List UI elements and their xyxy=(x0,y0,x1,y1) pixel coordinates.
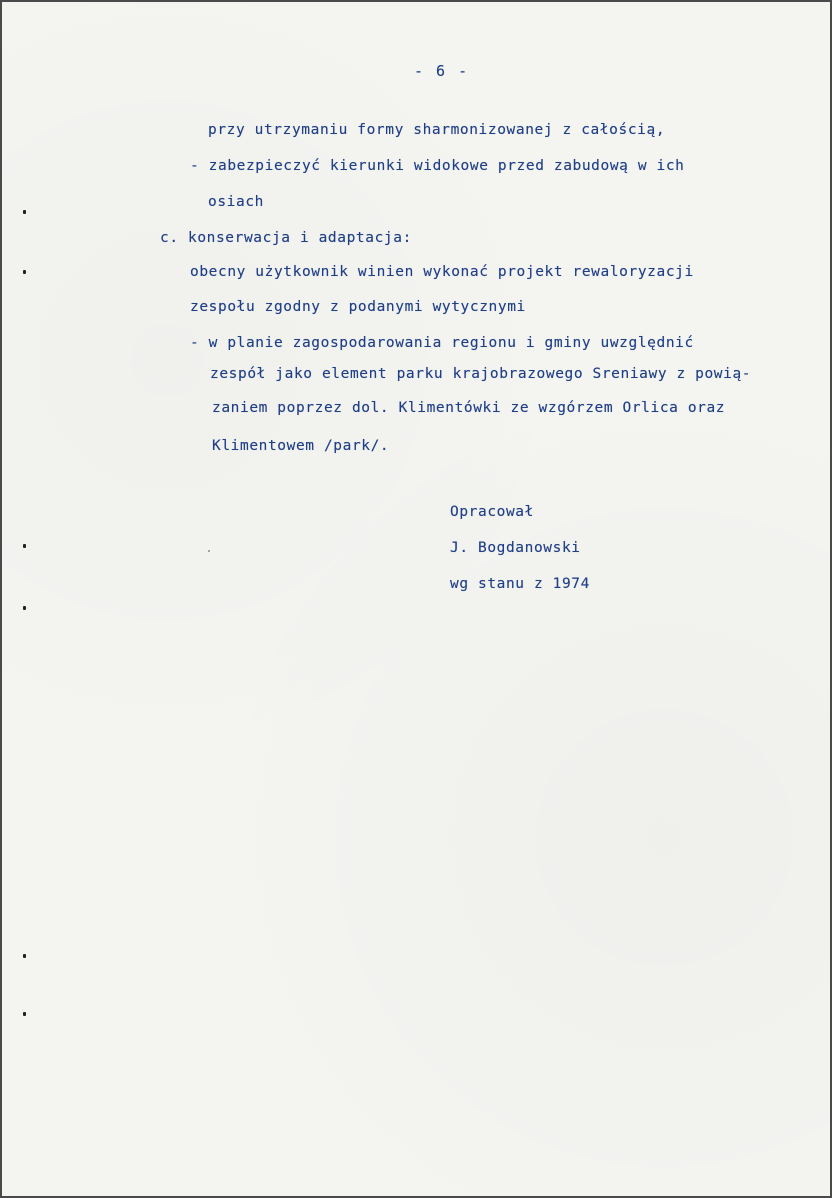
section-heading: c. konserwacja i adaptacja: xyxy=(160,230,412,246)
margin-mark xyxy=(23,210,26,214)
page-number: - 6 - xyxy=(414,62,470,80)
paper-speck xyxy=(208,550,210,552)
text-line: zespołu zgodny z podanymi wytycznymi xyxy=(190,299,526,315)
text-line: zespół jako element parku krajobrazowego Sreniawy z powią- xyxy=(210,366,752,382)
text-line: osiach xyxy=(208,194,264,210)
margin-mark xyxy=(23,954,26,958)
signature-name: J. Bogdanowski xyxy=(450,540,581,556)
margin-mark xyxy=(23,270,26,274)
text-line: przy utrzymaniu formy sharmonizowanej z całością, xyxy=(208,122,666,138)
document-page xyxy=(2,2,830,1196)
margin-mark xyxy=(23,1012,26,1016)
margin-mark xyxy=(23,606,26,610)
text-line: - w planie zagospodarowania regionu i gminy uwzględnić xyxy=(190,335,694,351)
text-line: - zabezpieczyć kierunki widokowe przed zabudową w ich xyxy=(190,158,685,174)
text-line: zaniem poprzez dol. Klimentówki ze wzgórzem Orlica oraz xyxy=(212,400,726,416)
text-line: Klimentowem /park/. xyxy=(212,438,390,454)
text-line: obecny użytkownik winien wykonać projekt rewaloryzacji xyxy=(190,264,694,280)
signature-date: wg stanu z 1974 xyxy=(450,576,590,592)
margin-mark xyxy=(23,544,26,548)
signature-label: Opracował xyxy=(450,504,534,520)
